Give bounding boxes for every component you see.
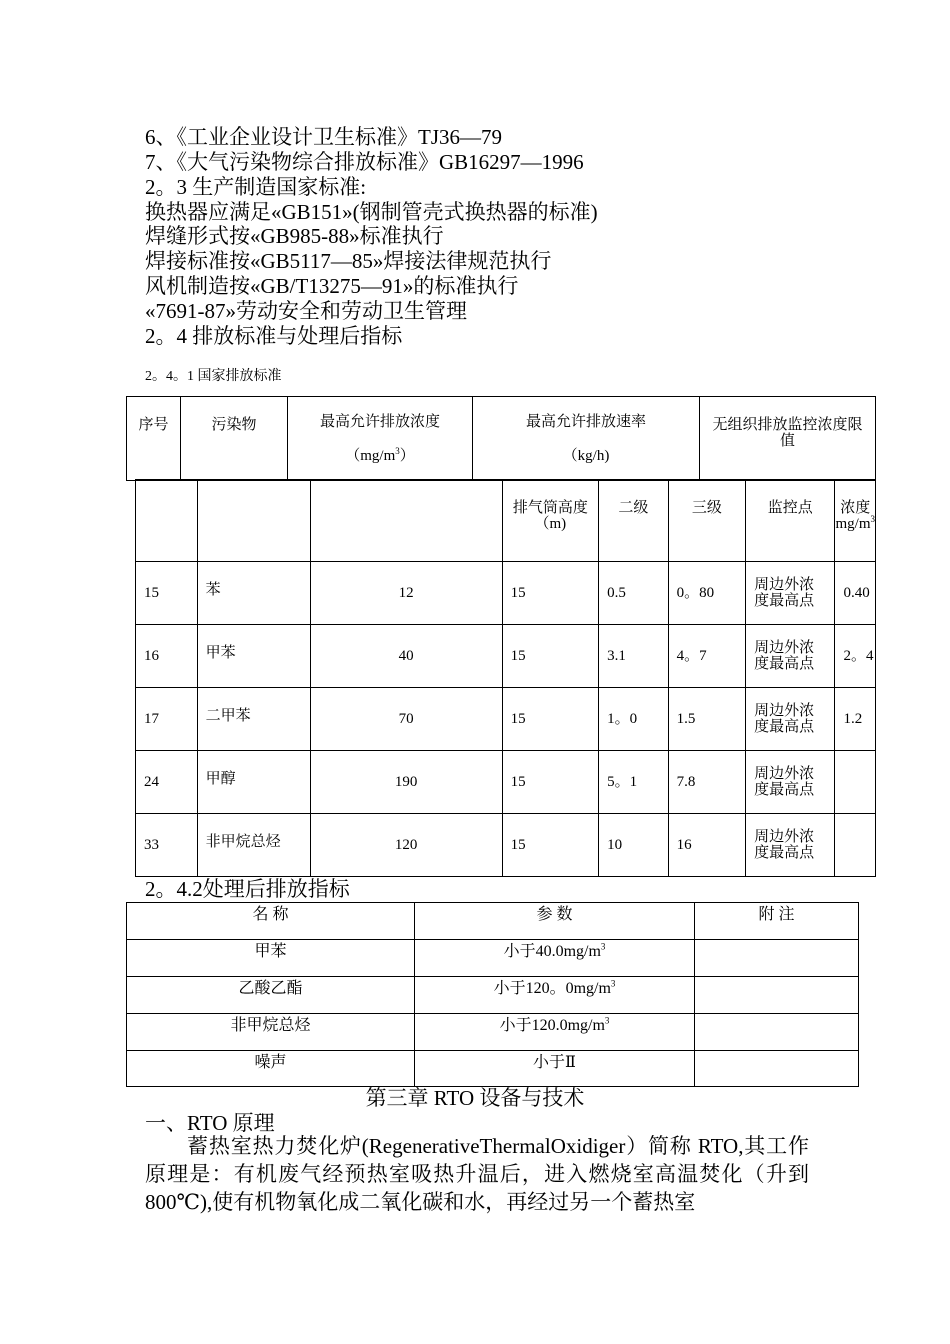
table-row: 16 甲苯 40 15 3.1 4。7 周边外浓度最高点 2。4 xyxy=(136,625,876,688)
header-max-rate-label: 最高允许排放速率 xyxy=(525,414,646,430)
table-row: 15 苯 12 15 0.5 0。80 周边外浓度最高点 0.40 xyxy=(136,562,876,625)
header-name: 名 称 xyxy=(127,903,415,940)
header-max-concentration xyxy=(288,397,473,481)
header-unorganized-limit: 无组织排放监控浓度限值 xyxy=(700,397,876,481)
emission-standard-header-table xyxy=(126,396,876,481)
treated-emission-table xyxy=(126,902,859,1087)
standard-welding: 焊接标准按«GB5117—85»焊接法律规范执行 xyxy=(145,249,552,273)
header-max-rate xyxy=(473,397,700,481)
header-max-concentration-unit: $(mg/m^3)$ xyxy=(345,446,415,464)
standard-heat-exchanger: 换热器应满足«GB151»(钢制管壳式换热器的标准) xyxy=(145,200,598,224)
section-title: 一、RTO 原理 xyxy=(145,1111,275,1135)
standard-weld-form: 焊缝形式按«GB985-88»标准执行 xyxy=(145,224,444,248)
table-row: 乙酸乙酯 小于120。$0mg/m^3$ xyxy=(127,977,859,1014)
subheading-2-4-1: 2。4。1 国家排放标准 xyxy=(145,369,282,384)
table-row: 17 二甲苯 70 15 1。0 1.5 周边外浓度最高点 1.2 xyxy=(136,688,876,751)
table-row: 33 非甲烷总烃 120 15 10 16 周边外浓度最高点 xyxy=(136,814,876,877)
table-header-row xyxy=(127,903,859,940)
table-row: 噪声 小于Ⅱ xyxy=(127,1051,859,1087)
chapter-title: 第三章 RTO 设备与技术 xyxy=(365,1086,585,1110)
header-level-2: 二级 xyxy=(599,480,669,562)
header-seq: 序号 xyxy=(127,397,181,481)
header-max-rate-unit: （kg/h) xyxy=(562,448,610,464)
header-stack-height: 排气筒高度（m) xyxy=(502,480,598,562)
table-row: 非甲烷总烃 小于$120.0mg/m^3$ xyxy=(127,1014,859,1051)
subheading-2-4-2: 2。4.2处理后排放指标 xyxy=(145,877,350,901)
header-monitor-point: 监控点 xyxy=(746,480,835,562)
header-limit-concentration: 浓度 $mg/m^3$ xyxy=(835,480,876,562)
standard-fan: 风机制造按«GB/T13275—91»的标准执行 xyxy=(145,274,519,298)
header-level-3: 三级 xyxy=(668,480,745,562)
table-row: 24 甲醇 190 15 5。1 7.8 周边外浓度最高点 xyxy=(136,751,876,814)
standard-line-7: 7、《大气污染物综合排放标准》GB16297—1996 xyxy=(145,150,584,174)
standard-line-6: 6、《工业企业设计卫生标准》TJ36—79 xyxy=(145,125,502,149)
section-heading-2-3: 2。3 生产制造国家标准: xyxy=(145,175,367,199)
header-max-concentration-label: 最高允许排放浓度 xyxy=(319,414,440,430)
header-pollutant: 污染物 xyxy=(181,397,288,481)
emission-standard-table xyxy=(135,479,876,877)
body-paragraph: 蓄热室热力焚化炉(RegenerativeThermalOxidiger）简称 RTO,其工作原理是：有机废气经预热室吸热升温后，进入燃烧室高温焚化（升到 800℃),使有机物氧化成二氧化碳和水，再经过另一个蓄热室 xyxy=(145,1134,809,1214)
subheader-row xyxy=(136,480,876,562)
header-note: 附 注 xyxy=(695,903,859,940)
standard-labor-safety: «7691-87»劳动安全和劳动卫生管理 xyxy=(145,299,467,323)
section-heading-2-4: 2。4 排放标准与处理后指标 xyxy=(145,324,403,348)
header-param: 参 数 xyxy=(415,903,695,940)
table-row: 甲苯 小于$40.0mg/m^3$ xyxy=(127,940,859,977)
